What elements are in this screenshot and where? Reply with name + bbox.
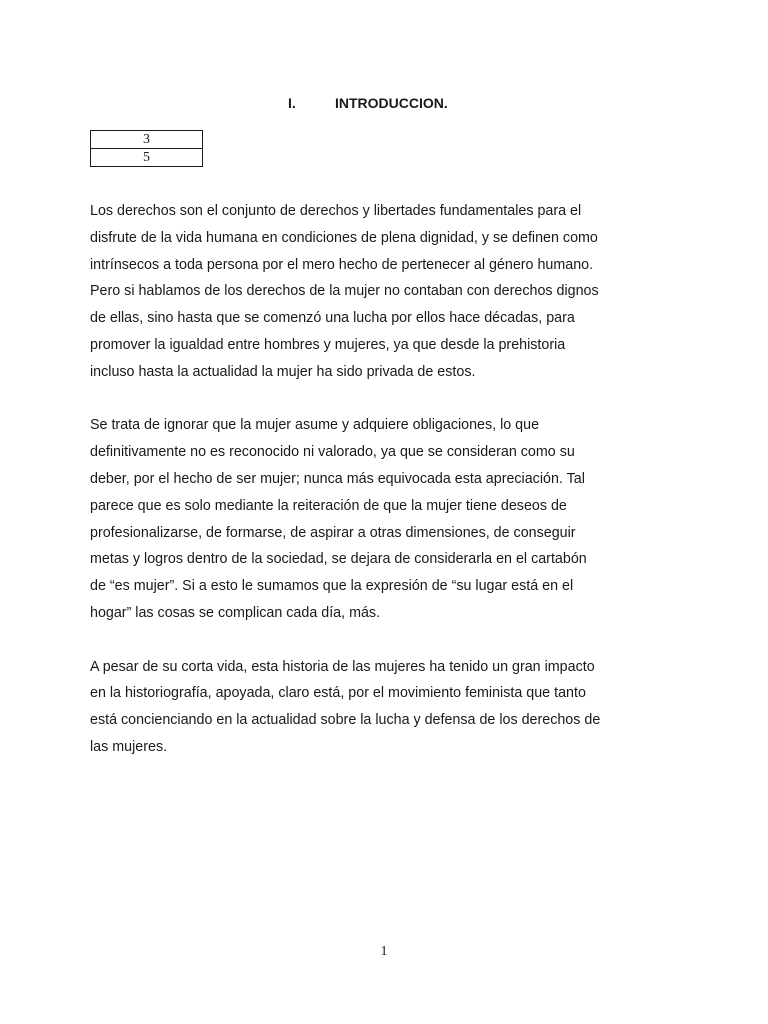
paragraph-1: Los derechos son el conjunto de derechos y libertades fundamentales para el disfrute de la vida humana en condiciones de plena dignidad, y se definen como intrínsecos a toda persona por el mero hecho de pertenecer al género humano. Pero si hablamos de los derechos de la mujer no contaban con derechos dignos de ellas, sino hasta que se comenzó una lucha por ellos hace décadas, para promover la igualdad entre hombres y mujeres, ya que desde la prehistoria incluso hasta la actualidad la mujer ha sido privada de estos. bbox=[90, 203, 599, 380]
paragraph-2: Se trata de ignorar que la mujer asume y adquiere obligaciones, lo que definitivamente no es reconocido ni valorado, ya que se consideran como su deber, por el hecho de ser mujer; nunca más equivocada esta apreciación. Tal parece que es solo mediante la reiteración de que la mujer tiene deseos de profesionalizarse, de formarse, de aspirar a otras dimensiones, de conseguir metas y logros dentro de la sociedad, se dejara de considerarla en el cartabón de “es mujer”. Si a esto le sumamos que la expresión de “su lugar está en el hogar” las cosas se complican cada día, más. bbox=[90, 417, 587, 621]
paragraph-3: A pesar de su corta vida, esta historia de las mujeres ha tenido un gran impacto en la historiografía, apoyada, claro está, por el movimiento feminista que tanto está concienciando en la actualidad sobre la lucha y defensa de los derechos de las mujeres. bbox=[90, 658, 601, 755]
section-number: I. bbox=[288, 95, 296, 111]
table-cell: 3 bbox=[91, 131, 203, 149]
table-row bbox=[91, 149, 203, 167]
table-row bbox=[91, 131, 203, 149]
section-title: INTRODUCCION. bbox=[335, 95, 448, 111]
number-table bbox=[90, 130, 203, 167]
table-cell: 5 bbox=[91, 149, 203, 167]
body-text bbox=[90, 198, 638, 788]
page-number: 1 bbox=[380, 944, 388, 959]
